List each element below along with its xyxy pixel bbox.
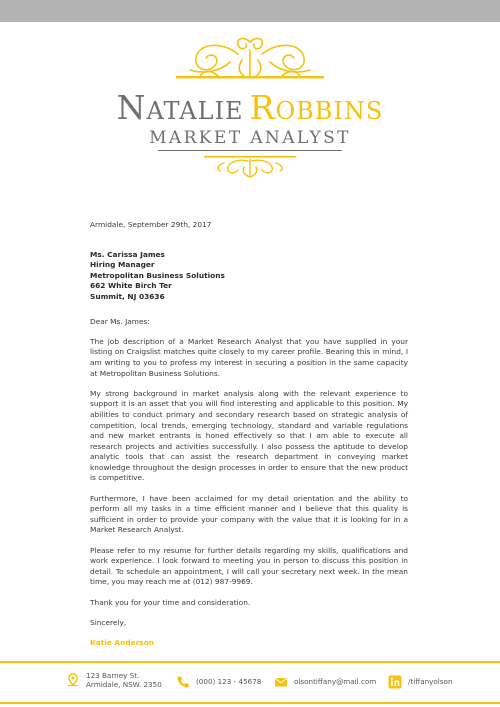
footer-bottom-rule: [0, 702, 500, 704]
linkedin-handle[interactable]: /tiffanyolson: [408, 677, 453, 687]
recipient-name: Ms. Carissa James: [90, 249, 165, 259]
linkedin-icon: [388, 675, 402, 689]
recipient-block: [90, 250, 408, 303]
ornament-bottom-icon: [200, 155, 300, 181]
paragraph-2: My strong background in market analysis along with the relevant experience to support it is an asset that you will find interesting and applicable to this position. My abilities to conduct primary and secondary research based on strategic analysis of competition, local trends, emerging technology, standard and variable regulations and new market entrants is honed effectively so that I am able to execute all research projects and activities successfully. I also possess the aptitude to develop analytic tools that can assist the research department in conveying market knowledge throughout the design processes in order to ensure that the new product is competitive.: [90, 388, 408, 483]
salutation: Dear Ms. James:: [90, 316, 150, 326]
address-line-2: Armidale, NSW. 2350: [86, 680, 162, 690]
recipient-city: Summit, NJ 03636: [90, 291, 165, 301]
location-pin-icon: [66, 673, 80, 687]
recipient-company: Metropolitan Business Solutions: [90, 270, 225, 280]
top-gray-bar: [0, 0, 500, 22]
address-line-1: 123 Barney St.: [86, 671, 140, 680]
paragraph-3: Furthermore, I have been acclaimed for my detail orientation and the ability to perform all my tasks in a time efficient manner and I believe that this quality is sufficient in order to provide your company with the value that it is looking for in a Market Research Analyst.: [90, 493, 408, 535]
paragraph-1: The job description of a Market Research Analyst that you have supplied in your listing on Craigslist matches quite closely to my career profile. Bearing this in mind, I am writing to you to profess my interest in securing a position in the same capacity at Metropolitan Business Solutions.: [90, 336, 408, 378]
footer-phone: [176, 675, 261, 689]
footer-email: [274, 675, 376, 689]
footer-address: [66, 671, 162, 690]
phone-icon: [176, 675, 190, 689]
phone-number[interactable]: (000) 123 - 45678: [196, 677, 262, 687]
paragraph-5: Thank you for your time and consideration.: [90, 597, 251, 607]
signature-name: Katie Anderson: [90, 637, 155, 647]
last-name-rest: OBBINS: [275, 97, 384, 125]
footer-linkedin: [388, 675, 453, 689]
ornament-top-icon: [160, 36, 340, 86]
first-name-initial: N: [116, 88, 147, 127]
recipient-title: Hiring Manager: [90, 260, 155, 270]
job-title: MARKET ANALYST: [149, 128, 351, 148]
contact-footer: [0, 668, 500, 700]
last-name-initial: R: [249, 88, 276, 127]
title-divider: [158, 150, 342, 151]
letter-date: Armidale, September 29th, 2017: [90, 220, 212, 229]
closing: Sincerely,: [90, 617, 127, 627]
email-address[interactable]: olsontiffany@mail.com: [294, 677, 377, 687]
applicant-name: [0, 88, 500, 127]
paragraph-4: Please refer to my resume for further details regarding my skills, qualifications and work experience. I look forward to meeting you in person to discuss this position in detail. To schedule an appointment, I will call your secretary next week. In the mean time, you may reach me at (012) 987-9969.: [90, 545, 408, 587]
footer-top-rule: [0, 661, 500, 663]
recipient-street: 662 White Birch Ter: [90, 281, 172, 291]
envelope-icon: [274, 675, 288, 689]
first-name-rest: ATALIE: [146, 97, 244, 125]
letter-body: [90, 220, 408, 658]
